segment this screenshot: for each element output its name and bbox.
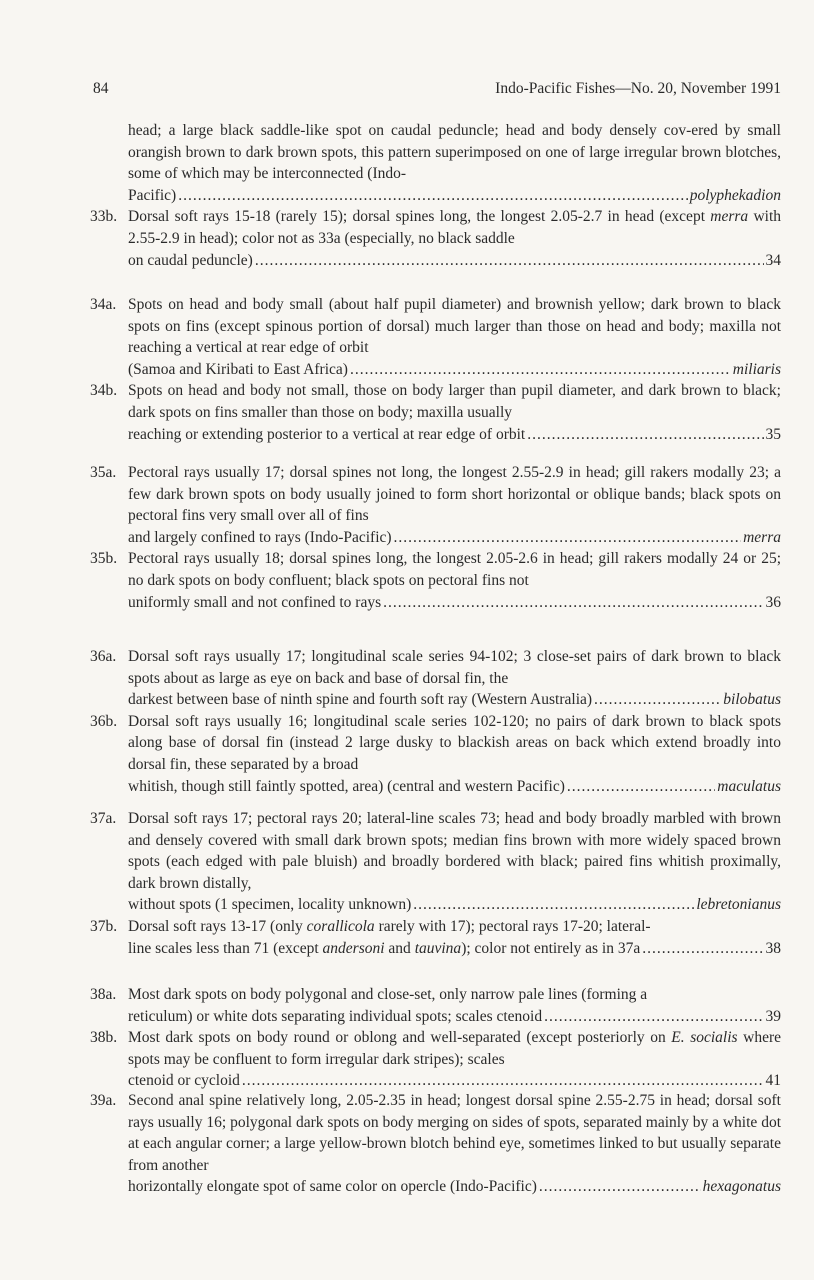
entry-lead-line: darkest between base of ninth spine and fourth soft ray (Western Australia) ..... bilobatus xyxy=(128,689,781,711)
entry-result: 39 xyxy=(765,1007,781,1025)
entry-result: polyphekadion xyxy=(689,186,781,204)
key-couplet xyxy=(90,646,781,797)
entry-text: Pectoral rays usually 17; dorsal spines not long, the longest 2.55-2.9 in head; gill rakers modally 23; a few dark brown spots on body usually joined to form short horizontal or oblique bands; black spots on pectoral fins very small over all of fins xyxy=(128,464,781,525)
entry-text: Pectoral rays usually 18; dorsal spines long, the longest 2.05-2.6 in head; gill rakers modally 24 or 25; no dark spots on body confluent; black spots on pectoral fins not xyxy=(128,550,781,589)
entry-result: merra xyxy=(743,528,781,546)
key-entry xyxy=(90,380,781,445)
entry-lead-line: line scales less than 71 (except andersoni and tauvina); color not entirely as in 37a ..... 38 xyxy=(128,938,781,960)
entry-lead-line: (Samoa and Kiribati to East Africa) ..... miliaris xyxy=(128,359,781,381)
page-number: 84 xyxy=(93,80,109,97)
entry-number: 35a. xyxy=(90,464,117,481)
key-entry xyxy=(90,462,781,548)
entry-lead-line: reaching or extending posterior to a vertical at rear edge of orbit ..... 35 xyxy=(128,424,781,446)
entry-result: maculatus xyxy=(717,777,781,795)
key-couplet xyxy=(90,294,781,445)
key-couplet xyxy=(90,984,781,1092)
entry-lead-line: whitish, though still faintly spotted, area) (central and western Pacific) ..... maculatus xyxy=(128,776,781,798)
entry-result: 38 xyxy=(765,939,781,957)
entry-lead-line: horizontally elongate spot of same color on opercle (Indo-Pacific) ..... hexagonatus xyxy=(128,1176,781,1198)
key-entry xyxy=(90,206,781,271)
entry-lead-line: Pacific) ..... polyphekadion xyxy=(128,185,781,207)
key-entry xyxy=(90,711,781,797)
entry-lead-line: ctenoid or cycloid ..... 41 xyxy=(128,1070,781,1092)
entry-result: bilobatus xyxy=(723,691,781,709)
entry-result: 35 xyxy=(765,425,781,443)
entry-text: Dorsal soft rays 13-17 (only corallicola rarely with 17); pectoral rays 17-20; lateral- xyxy=(128,917,651,935)
key-couplet xyxy=(90,120,781,271)
entry-result: 34 xyxy=(765,251,781,269)
key-entry xyxy=(90,120,781,206)
key-entry xyxy=(90,548,781,613)
entry-text: Most dark spots on body round or oblong and well-separated (except posteriorly on E. socialis where spots may be confluent to form irregular dark stripes); scales xyxy=(128,1029,781,1068)
entry-number: 33b. xyxy=(90,208,118,226)
entry-number: 36a. xyxy=(90,648,117,665)
entry-result: hexagonatus xyxy=(702,1178,781,1196)
entry-lead-line: without spots (1 specimen, locality unknown) ..... lebretonianus xyxy=(128,894,781,916)
entry-text: Dorsal soft rays usually 16; longitudinal scale series 102-120; no pairs of dark brown to black spots along base of dorsal fin (instead 2 large dusky to blackish areas on back which extend broadly into dorsal fin, these separated by a broad xyxy=(128,712,781,773)
entry-number: 37a. xyxy=(90,810,117,827)
key-couplet xyxy=(90,808,781,959)
entry-number: 37b. xyxy=(90,917,118,935)
key-entry xyxy=(90,1027,781,1092)
entry-number: 34b. xyxy=(90,382,118,400)
key-couplet xyxy=(90,1090,781,1198)
entry-lead-line: and largely confined to rays (Indo-Pacific) ..... merra xyxy=(128,527,781,549)
entry-text: Dorsal soft rays usually 17; longitudinal scale series 94-102; 3 close-set pairs of dark brown to black spots about as large as eye on back and base of dorsal fin, the xyxy=(128,648,781,687)
key-entry xyxy=(90,808,781,916)
entry-text: head; a large black saddle-like spot on caudal peduncle; head and body densely cov-ered by small orangish brown to dark brown spots, this pattern superimposed on one of large irregular brown blotches, some of which may be interconnected (Indo- xyxy=(128,122,781,183)
key-entry xyxy=(90,294,781,380)
entry-text: Spots on head and body small (about half pupil diameter) and brownish yellow; dark brown to black spots on fins (except spinous portion of dorsal) much larger than those on head and body; maxilla not reaching a vertical at rear edge of orbit xyxy=(128,296,781,357)
entry-number: 36b. xyxy=(90,712,118,730)
entry-result: 36 xyxy=(765,593,781,611)
entry-result: miliaris xyxy=(732,360,781,378)
entry-lead-line: uniformly small and not confined to rays ..... 36 xyxy=(128,592,781,614)
entry-lead-line: on caudal peduncle) ..... 34 xyxy=(128,250,781,272)
key-entry xyxy=(90,1090,781,1198)
page-header xyxy=(93,80,781,98)
entry-result: 41 xyxy=(765,1072,781,1090)
entry-result: lebretonianus xyxy=(696,896,781,914)
entry-text: Second anal spine relatively long, 2.05-2.35 in head; longest dorsal spine 2.55-2.75 in head; dorsal soft rays usually 16; polygonal dark spots on body merging on sides of spots, separated mainly by a white dot at each angular corner; a large yellow-brown blotch behind eye, sometimes linked to but usually separate from another xyxy=(128,1092,781,1174)
entry-lead-line: reticulum) or white dots separating individual spots; scales ctenoid ..... 39 xyxy=(128,1006,781,1028)
entry-text: Spots on head and body not small, those on body larger than pupil diameter, and dark brown to black; dark spots on fins smaller than those on body; maxilla usually xyxy=(128,382,781,421)
running-title: Indo-Pacific Fishes—No. 20, November 1991 xyxy=(495,80,781,97)
key-entry xyxy=(90,984,781,1027)
entry-text: Dorsal soft rays 15-18 (rarely 15); dorsal spines long, the longest 2.05-2.7 in head (except merra with 2.55-2.9 in head); color not as 33a (especially, no black saddle xyxy=(128,208,782,247)
entry-number: 39a. xyxy=(90,1092,117,1109)
entry-text: Most dark spots on body polygonal and close-set, only narrow pale lines (forming a xyxy=(128,986,648,1003)
key-entry xyxy=(90,916,781,959)
entry-text: Dorsal soft rays 17; pectoral rays 20; lateral-line scales 73; head and body broadly marbled with brown and densely covered with small dark brown spots; median fins brown with more widely spaced brown spots (each edged with pale bluish) and broadly bordered with black; paired fins whitish proximally, dark brown distally, xyxy=(128,810,781,892)
key-entry xyxy=(90,646,781,711)
key-couplet xyxy=(90,462,781,613)
entry-number: 38b. xyxy=(90,1029,118,1047)
entry-number: 35b. xyxy=(90,550,118,568)
entry-number: 38a. xyxy=(90,986,117,1003)
entry-number: 34a. xyxy=(90,296,117,313)
